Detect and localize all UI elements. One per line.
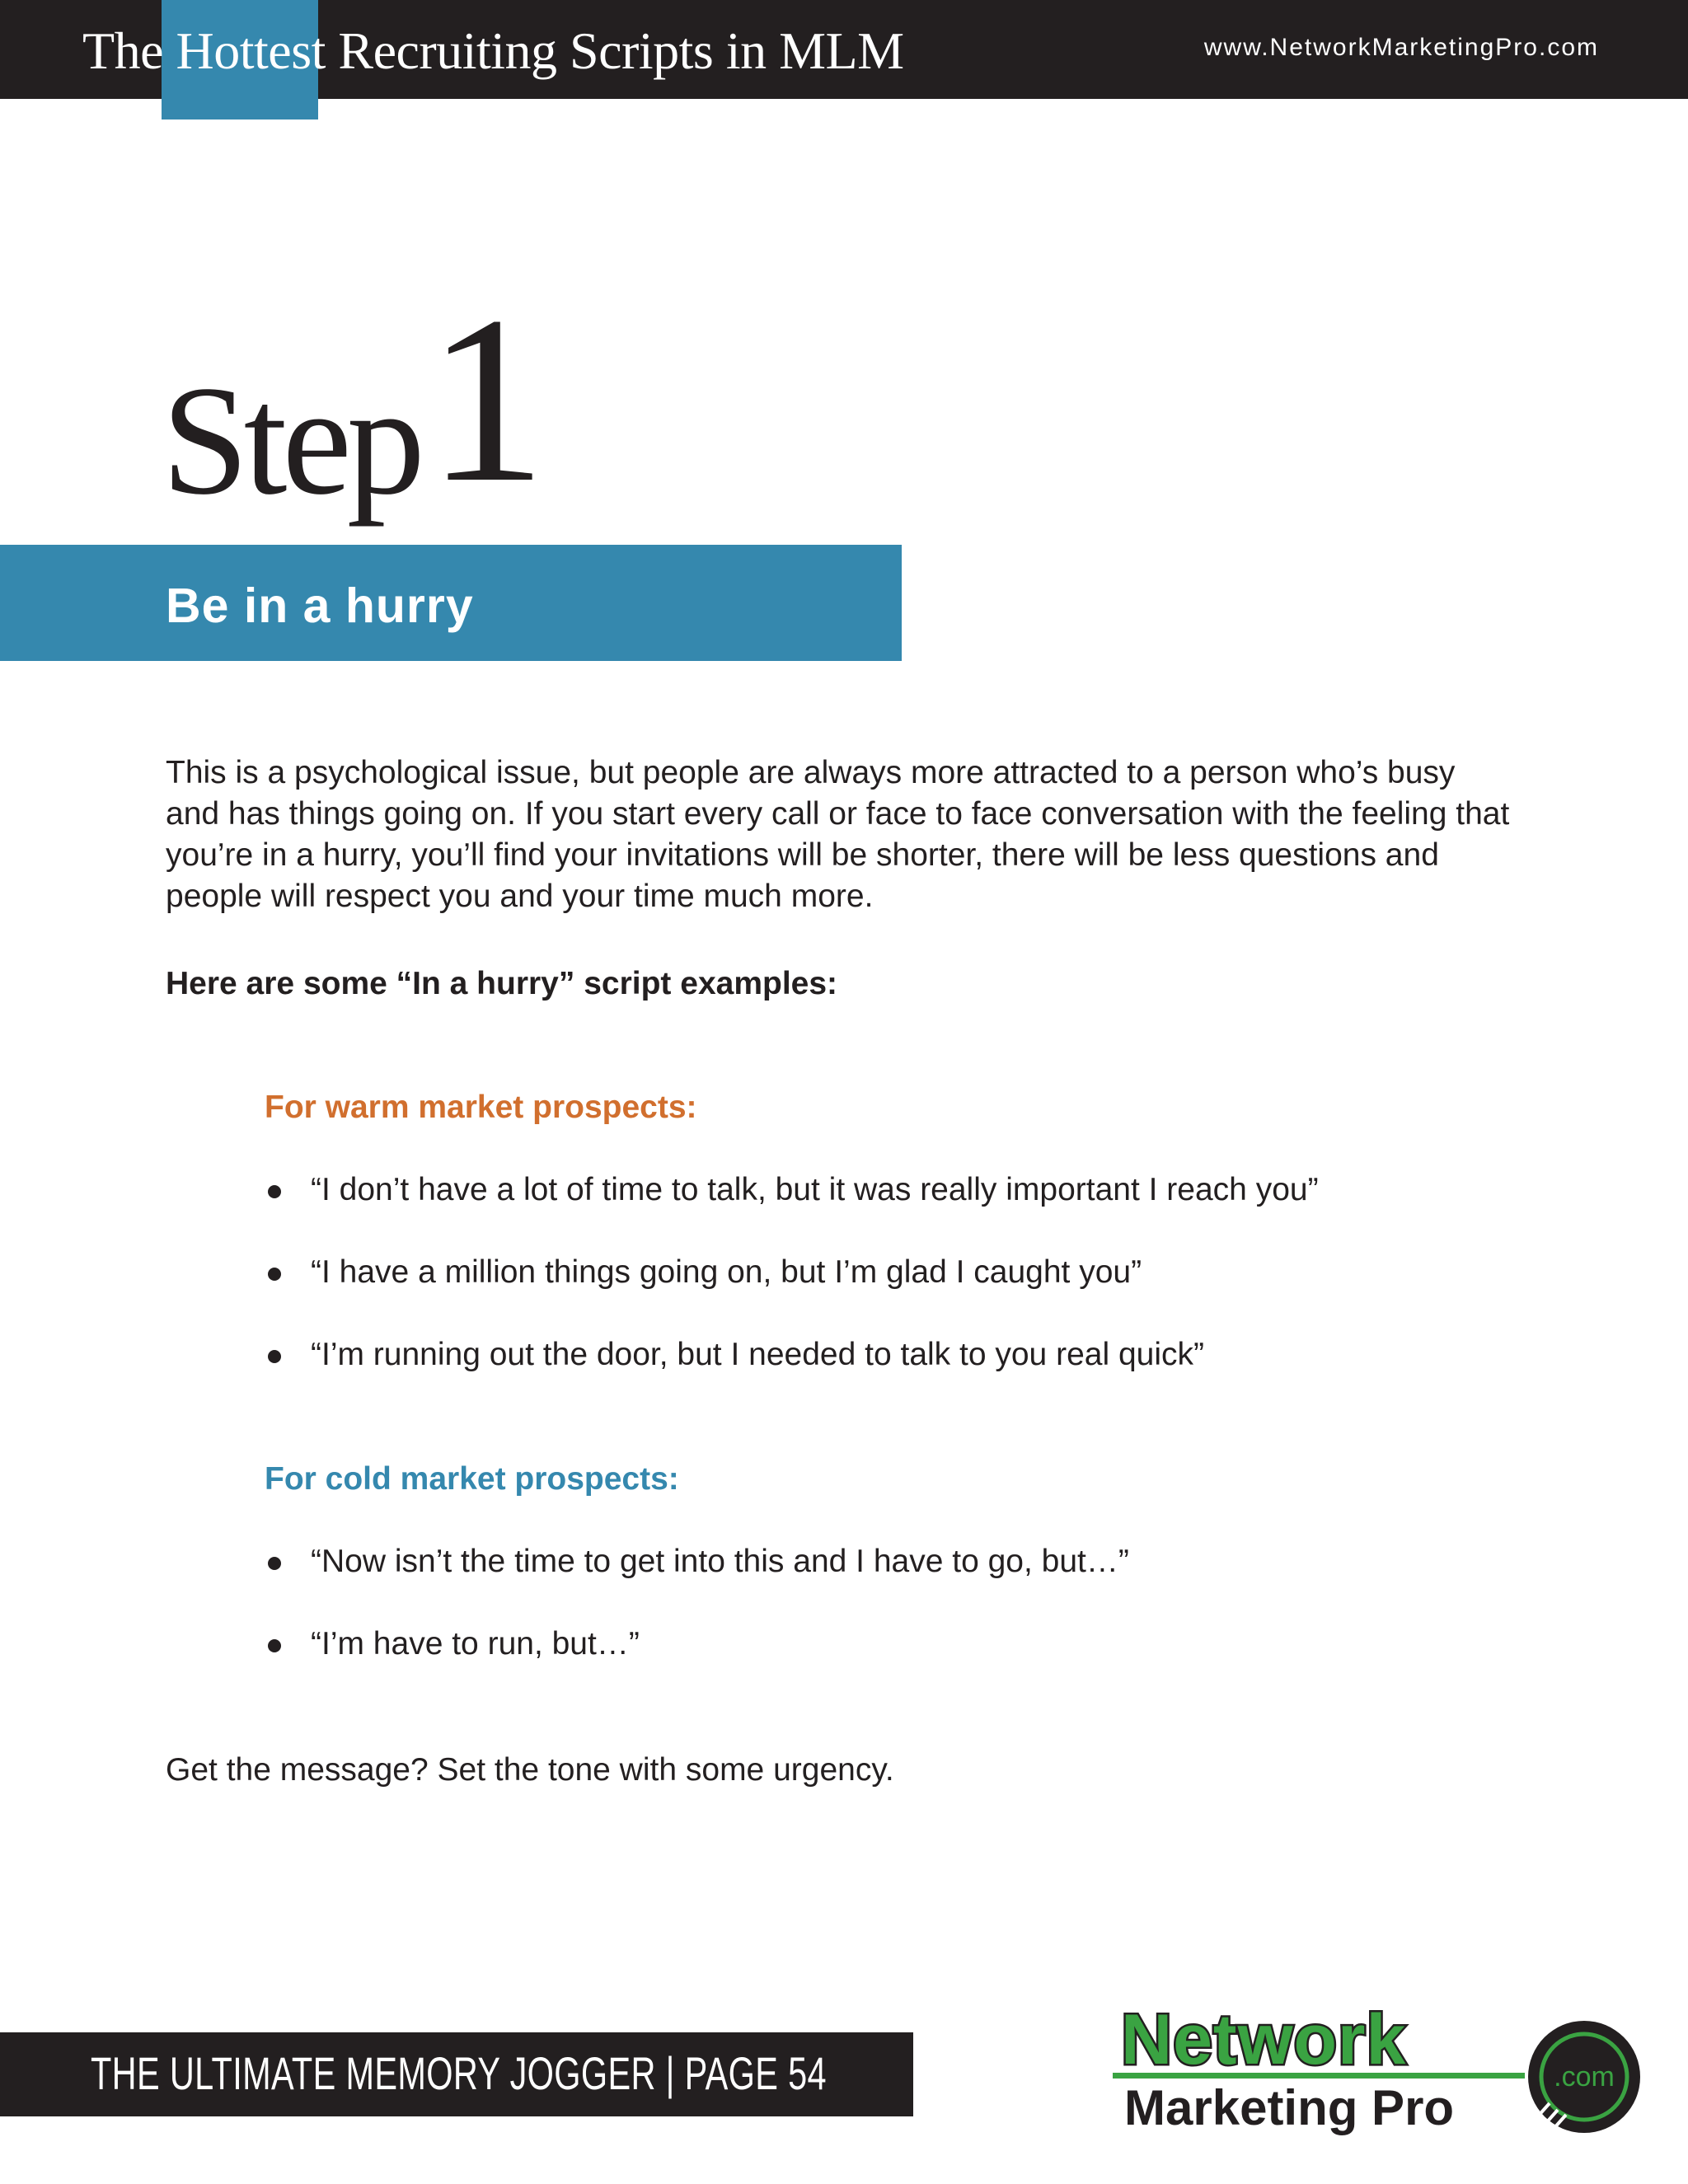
footer-page-label: THE ULTIMATE MEMORY JOGGER | PAGE 54 bbox=[91, 2047, 827, 2099]
logo-com-badge: .com bbox=[1554, 2061, 1615, 2093]
title-part-2: Recruiting Scripts in MLM bbox=[325, 21, 904, 80]
intro-paragraph: This is a psychological issue, but people are always more attracted to a person who’s busy and has things going on. If you start every call or face to face conversation with the feeling that you’re in a hurry, you’ll find your invitations will be shorter, there will be less questions and people will respect you and your time much more. bbox=[166, 755, 1510, 914]
section-band bbox=[0, 545, 902, 661]
network-marketing-pro-logo bbox=[1104, 1994, 1648, 2143]
title-part-1: The bbox=[82, 21, 176, 80]
site-url: www.NetworkMarketingPro.com bbox=[1203, 34, 1599, 61]
list-item-text: “I’m running out the door, but I needed to talk to you real quick” bbox=[311, 1337, 1204, 1372]
list-item-text: “I don’t have a lot of time to talk, but it was really important I reach you” bbox=[311, 1172, 1319, 1207]
examples-heading: Here are some “In a hurry” script examples: bbox=[166, 966, 838, 1001]
logo-word-marketing-pro: Marketing Pro bbox=[1124, 2080, 1455, 2135]
warm-market-heading: For warm market prospects: bbox=[265, 1090, 697, 1125]
document-title bbox=[82, 18, 904, 84]
footer-bar bbox=[0, 2032, 913, 2116]
logo-word-network: Network bbox=[1121, 2000, 1407, 2079]
step-word: Step bbox=[162, 354, 420, 527]
list-item-text: “Now isn’t the time to get into this and I have to go, but…” bbox=[311, 1544, 1129, 1579]
bullet-dot bbox=[268, 1557, 281, 1570]
section-title: Be in a hurry bbox=[166, 579, 474, 633]
bullet-dot bbox=[268, 1268, 281, 1281]
title-highlight-word: Hottest bbox=[176, 21, 326, 80]
step-number: 1 bbox=[427, 267, 546, 532]
bullet-dot bbox=[268, 1185, 281, 1198]
list-item-text: “I have a million things going on, but I’m glad I caught you” bbox=[311, 1254, 1142, 1290]
bullet-dot bbox=[268, 1639, 281, 1652]
closing-line: Get the message? Set the tone with some urgency. bbox=[166, 1752, 894, 1788]
bullet-dot bbox=[268, 1350, 281, 1363]
cold-market-heading: For cold market prospects: bbox=[265, 1461, 679, 1497]
list-item-text: “I’m have to run, but…” bbox=[311, 1626, 640, 1661]
